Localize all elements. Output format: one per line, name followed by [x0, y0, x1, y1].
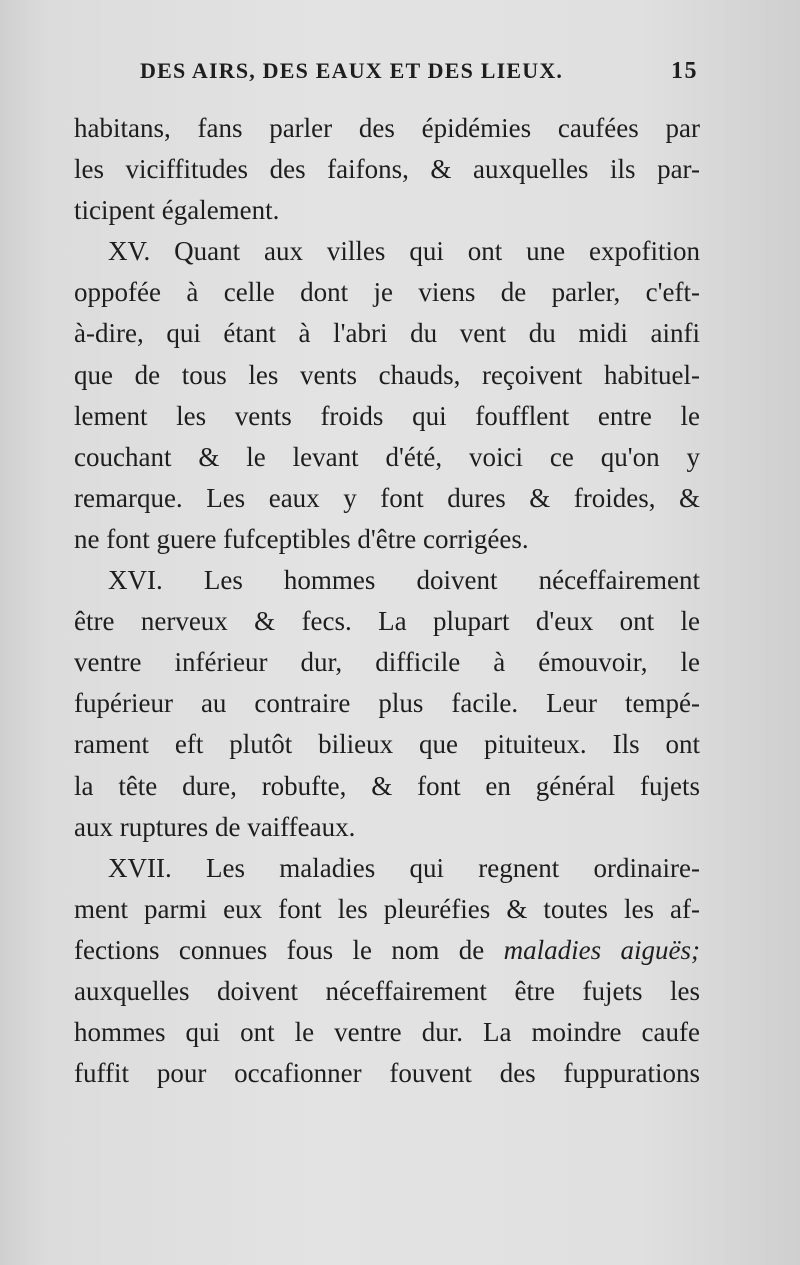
text-line: habitans, fans parler des épidémies caufées par [74, 113, 700, 143]
text-line: ne font guere fufceptibles d'être corrigées. [74, 523, 529, 554]
text-line: rament eft plutôt bilieux que pituiteux. Ils ont [74, 729, 700, 760]
text-line: être nerveux & fecs. La plupart d'eux ont le [74, 606, 700, 637]
text-line: fuffit pour occafionner fouvent des fuppurations [74, 1058, 700, 1089]
italic-term: maladies aiguës; [503, 934, 700, 965]
text-segment: fections connues fous le nom de [74, 934, 504, 965]
section-heading-line: XV. Quant aux villes qui ont une expofition [108, 236, 700, 267]
body-text [74, 108, 700, 1094]
text-line: à-dire, qui étant à l'abri du vent du midi ainfi [74, 318, 700, 349]
text-line: que de tous les vents chauds, reçoivent habituel- [74, 359, 700, 390]
text-line: remarque. Les eaux y font dures & froides, & [74, 482, 700, 513]
text-line: aux ruptures de vaiffeaux. [74, 811, 356, 842]
section-heading-line: XVI. Les hommes doivent néceffairement [108, 565, 700, 596]
text-line: lement les vents froids qui foufflent entre le [74, 400, 700, 431]
text-line: ticipent également. [74, 195, 280, 226]
page-number: 15 [671, 58, 698, 84]
text-line: ventre inférieur dur, difficile à émouvoir, le [74, 647, 700, 678]
text-line: couchant & le levant d'été, voici ce qu'on y [74, 441, 700, 472]
text-line: la tête dure, robufte, & font en général fujets [74, 770, 700, 801]
section-heading-line: XVII. Les maladies qui regnent ordinaire- [108, 852, 700, 883]
text-line: hommes qui ont le ventre dur. La moindre caufe [74, 1017, 700, 1048]
running-title: DES AIRS, DES EAUX ET DES LIEUX. [140, 58, 564, 83]
text-line: oppofée à celle dont je viens de parler, c'eft- [74, 277, 700, 308]
text-line [74, 930, 700, 971]
text-line: auxquelles doivent néceffairement être fujets les [74, 975, 700, 1006]
page-header [140, 58, 700, 90]
text-line: fupérieur au contraire plus facile. Leur tempé- [74, 688, 700, 719]
text-line: ment parmi eux font les pleuréfies & toutes les af- [74, 893, 700, 924]
text-line: les viciffitudes des faifons, & auxquelles ils par- [74, 154, 700, 185]
